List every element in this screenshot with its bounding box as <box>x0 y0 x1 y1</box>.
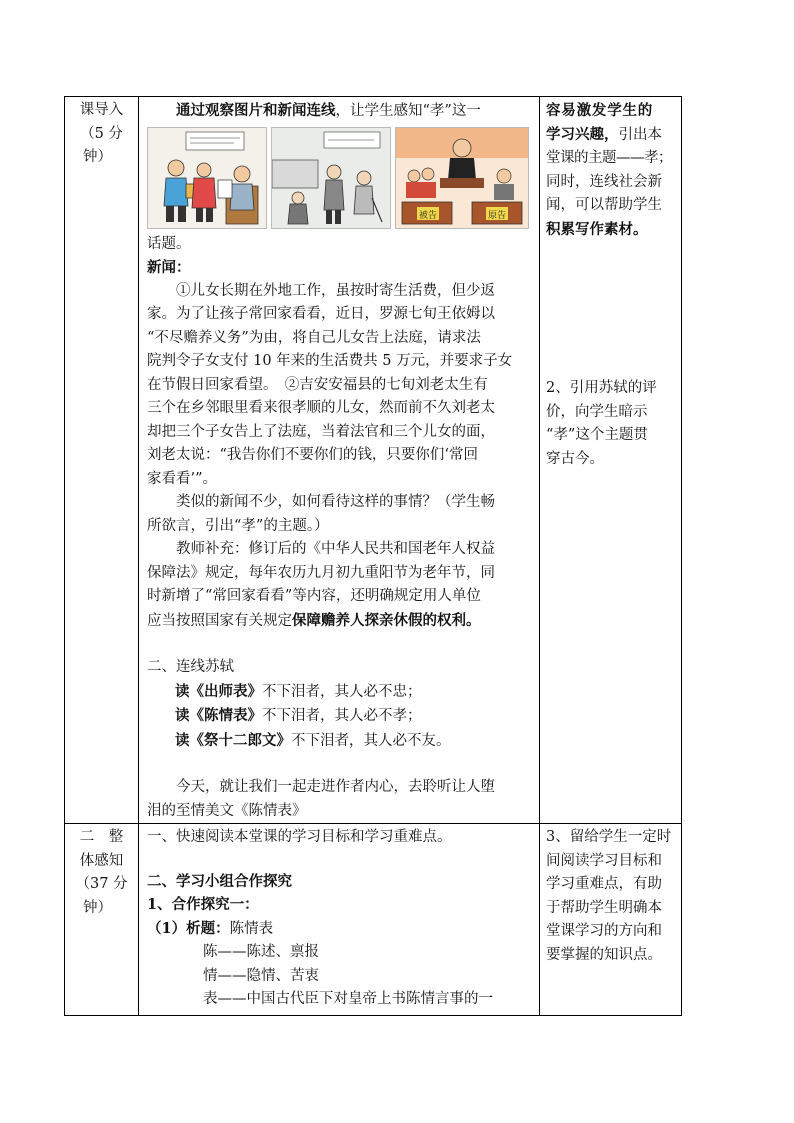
news-line: “不尽赡养义务”为由，将自己儿女告上法庭，请求法 <box>147 329 481 346</box>
news-line: 刘老太说：“我告你们不要你们的钱，只要你们‘常回 <box>147 447 479 463</box>
note-line: “孝”这个主题贯 <box>546 427 648 443</box>
note-line: 价，向学生暗示 <box>546 403 648 420</box>
note-plain: 引出本 <box>618 126 662 143</box>
stage-time-unit: 钟） <box>83 149 112 165</box>
note-line: 堂课学习的方向和 <box>546 923 662 939</box>
content-line: 二、学习小组合作探究 <box>147 872 292 890</box>
stage-cell <box>65 97 139 824</box>
intro-rest: ，让学生感知“孝”这一 <box>335 103 481 119</box>
su-shi-work: 读《出师表》 <box>175 682 262 700</box>
plaintiff-label: 原告 <box>487 210 507 221</box>
notes-cell <box>540 97 682 824</box>
stage-time-unit: 钟） <box>83 899 112 916</box>
content-line: 表——中国古代臣下对皇帝上书陈情言事的一 <box>203 991 493 1007</box>
intro-line <box>147 99 531 124</box>
content-line <box>147 917 531 942</box>
note-line: 3、留给学生一定时 <box>546 829 672 845</box>
su-shi-line <box>147 729 531 754</box>
note-line: 2、引用苏轼的评 <box>546 380 657 396</box>
news-line: 在节假日回家看望。 ②吉安安福县的七旬刘老太生有 <box>147 376 488 393</box>
supplement-plain: 应当按照国家有关规定 <box>147 612 292 629</box>
table-row <box>65 97 682 824</box>
content-line: 1、合作探究一： <box>147 896 259 913</box>
news-line: 家看看’”。 <box>147 470 218 487</box>
su-shi-work: 读《祭十二郎文》 <box>175 731 291 749</box>
note-line: 容易激发学生的 <box>546 102 654 119</box>
figure-strip <box>147 127 531 229</box>
content-plain: 陈情表 <box>229 920 274 937</box>
note-line: 穿古今。 <box>546 450 604 467</box>
court-cartoon-image <box>271 127 391 229</box>
news-line: 院判令子女支付 10 年来的生活费共 5 万元，并要求子女 <box>147 353 513 369</box>
content-line: 情——隐情、苦衷 <box>203 967 319 984</box>
note-line: 堂课的主题——孝； <box>546 150 672 166</box>
content-cell <box>139 824 540 1016</box>
su-shi-line <box>147 704 531 729</box>
discussion-line: 所欲言，引出“孝”的主题。） <box>147 517 329 534</box>
note-line: 闻，可以帮助学生 <box>546 197 662 213</box>
su-shi-comment: 不下泪者，其人必不友。 <box>291 732 451 749</box>
courtroom-cartoon-image <box>395 127 529 229</box>
discussion-line: 类似的新闻不少，如何看待这样的事情？（学生畅 <box>176 494 495 510</box>
news-line: 三个在乡邻眼里看来很孝顺的儿女，然而前不久刘老太 <box>147 400 495 416</box>
su-shi-line <box>147 680 531 705</box>
note-line: 要掌握的知识点。 <box>546 946 662 963</box>
stage-time: （5 分 <box>80 125 123 142</box>
stage-label: 课导入 <box>79 102 124 118</box>
news-label: 新闻： <box>147 259 191 276</box>
intro-bold: 通过观察图片和新闻连线 <box>176 102 336 119</box>
news-line: ①儿女长期在外地工作，虽按时寄生活费，但少返 <box>176 282 495 299</box>
note-line: 于帮助学生明确本 <box>546 899 662 916</box>
stage-time: （37 分 <box>75 876 128 892</box>
content-line: 一、快速阅读本堂课的学习目标和学习重难点。 <box>147 829 452 845</box>
su-shi-comment: 不下泪者，其人必不忠； <box>262 683 422 700</box>
notes-cell <box>540 824 682 1016</box>
supplement-line: 保障法》规定，每年农历九月初九重阳节为老年节，同 <box>147 564 495 581</box>
section-title: 二、连线苏轼 <box>147 659 234 675</box>
note-line <box>546 123 675 148</box>
stage-label: 体感知 <box>79 852 124 869</box>
content-bold: （1）析题： <box>147 919 230 937</box>
note-bold: 学习兴趣， <box>546 125 619 143</box>
su-shi-work: 读《陈情表》 <box>175 707 262 724</box>
news-line: 家。为了让孩子常回家看看，近日，罗源七旬王依姆以 <box>147 306 495 322</box>
content-line: 陈——陈述、禀报 <box>203 944 319 960</box>
note-line: 学习重难点，有助 <box>546 876 662 892</box>
note-line: 间阅读学习目标和 <box>546 852 662 869</box>
news-line: 却把三个子女告上了法庭，当着法官和三个儿女的面， <box>147 423 495 440</box>
su-shi-comment: 不下泪者，其人必不孝； <box>262 708 422 724</box>
supplement-line: 教师补充：修订后的《中华人民共和国老年人权益 <box>176 541 495 557</box>
note-line: 积累写作素材。 <box>546 220 648 238</box>
table-row <box>65 824 682 1016</box>
closing-line: 泪的至情美文《陈情表》 <box>147 802 307 819</box>
after-figure-text: 话题。 <box>147 235 191 252</box>
supplement-line <box>147 609 531 634</box>
note-line: 同时，连线社会新 <box>546 173 662 190</box>
family-cartoon-image <box>147 127 267 229</box>
content-cell <box>139 97 540 824</box>
lesson-plan-table <box>64 96 682 1016</box>
defendant-label: 被告 <box>418 210 438 221</box>
supplement-line: 时新增了“常回家看看”等内容，还明确规定用人单位 <box>147 588 481 604</box>
stage-cell <box>65 824 139 1016</box>
closing-line: 今天，就让我们一起走进作者内心，去聆听让人堕 <box>176 779 495 795</box>
stage-label: 二 整 <box>79 829 124 845</box>
supplement-bold: 保障赡养人探亲休假的权利。 <box>292 611 481 629</box>
